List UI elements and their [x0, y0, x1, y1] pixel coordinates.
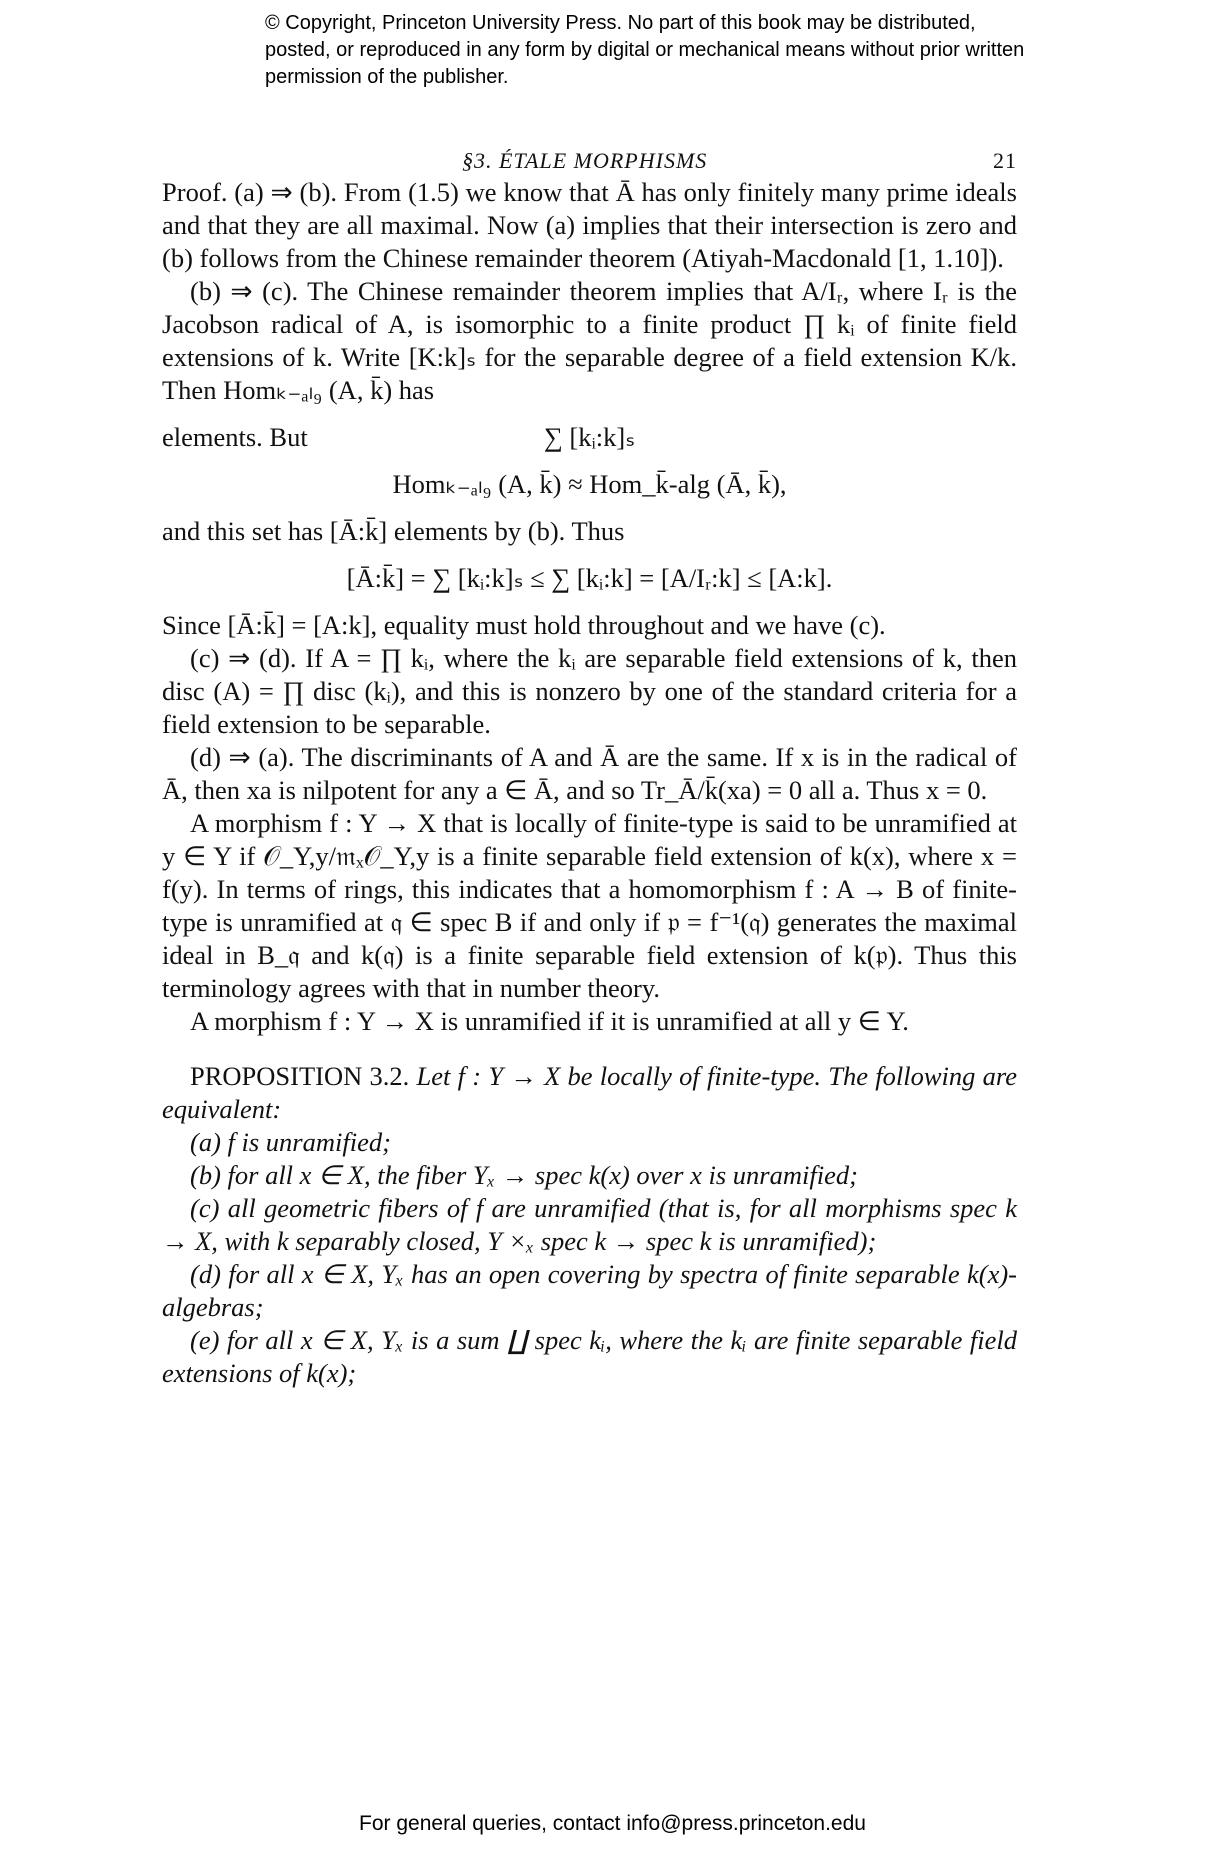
book-page: [162, 140, 1017, 1390]
copyright-notice: © Copyright, Princeton University Press. No part of this book may be distributed, posted, or reproduced in any form by digital or mechanical means without prior written permission of the publisher.: [265, 12, 1025, 88]
section-title: §3. ÉTALE MORPHISMS: [462, 148, 708, 173]
display-hom-equivalence: Homₖ₋ₐₗ₉ (A, k̄) ≈ Hom_k̄-alg (Ā, k̄),: [392, 469, 787, 499]
proof-paragraph-c-d: (c) ⇒ (d). If A = ∏ kᵢ, where the kᵢ are separable field extensions of k, then disc (A) = ∏ disc (kᵢ), and this is nonzero by one of the standard criteria for a field extension to be separable.: [162, 643, 1017, 739]
display-degree-chain: [Ā:k̄] = ∑ [kᵢ:k]ₛ ≤ ∑ [kᵢ:k] = [A/Iᵣ:k] ≤ [A:k].: [346, 563, 833, 593]
proposition-3-2: [162, 1060, 1017, 1126]
proposition-item-c: (c) all geometric fibers of f are unramified (that is, for all morphisms spec k → X, with k separably closed, Y ×ₓ spec k → spec k is unramified);: [162, 1193, 1017, 1256]
proposition-heading: PROPOSITION 3.2.: [190, 1061, 410, 1091]
proposition-statement: Let f : Y → X be locally of finite-type. The following are equivalent:: [162, 1061, 1017, 1124]
text-elements-but: elements. But: [162, 422, 308, 452]
proof-paragraph-d-a: (d) ⇒ (a). The discriminants of A and Ā are the same. If x is in the radical of Ā, then xa is nilpotent for any a ∈ Ā, and so Tr_Ā/k̄(xa) = 0 all a. Thus x = 0.: [162, 742, 1017, 805]
page-number: 21: [993, 148, 1017, 173]
footer-contact: For general queries, contact info@press.princeton.edu: [359, 1812, 866, 1835]
proposition-item-d: (d) for all x ∈ X, Yₓ has an open covering by spectra of finite separable k(x)-algebras;: [162, 1259, 1017, 1322]
running-header: [162, 140, 1017, 176]
proposition-item-e: (e) for all x ∈ X, Yₓ is a sum ∐ spec kᵢ, where the kᵢ are finite separable field extensions of k(x);: [162, 1325, 1017, 1388]
display-sum: ∑ [kᵢ:k]ₛ: [543, 422, 636, 452]
text-this-set: and this set has [Ā:k̄] elements by (b). Thus: [162, 516, 625, 546]
proposition-item-a: (a) f is unramified;: [190, 1127, 391, 1157]
proof-paragraph-b-c: (b) ⇒ (c). The Chinese remainder theorem implies that A/Iᵣ, where Iᵣ is the Jacobson radical of A, is isomorphic to a finite product ∏ kᵢ of finite field extensions of k. Write [K:k]ₛ for the separable degree of a field extension K/k. Then Homₖ₋ₐₗ₉ (A, k̄) has: [162, 276, 1017, 405]
proposition-item-b: (b) for all x ∈ X, the fiber Yₓ → spec k(x) over x is unramified;: [190, 1160, 858, 1190]
definition-unramified: A morphism f : Y → X is unramified if it is unramified at all y ∈ Y.: [190, 1006, 909, 1036]
proof-paragraph-a-b: Proof. (a) ⇒ (b). From (1.5) we know that Ā has only finitely many prime ideals and that they are all maximal. Now (a) implies that their intersection is zero and (b) follows from the Chinese remainder theorem (Atiyah-Macdonald [1, 1.10]).: [162, 177, 1017, 273]
definition-unramified-at-point: A morphism f : Y → X that is locally of finite-type is said to be unramified at y ∈ Y if 𝒪_Y,y/𝔪ₓ𝒪_Y,y is a finite separable field extension of k(x), where x = f(y). In terms of rings, this indicates that a homomorphism f : A → B of finite-type is unramified at 𝔮 ∈ spec B if and only if 𝔭 = f⁻¹(𝔮) generates the maximal ideal in B_𝔮 and k(𝔮) is a finite separable field extension of k(𝔭). Thus this terminology agrees with that in number theory.: [162, 808, 1017, 1003]
text-since: Since [Ā:k̄] = [A:k], equality must hold throughout and we have (c).: [162, 610, 886, 640]
